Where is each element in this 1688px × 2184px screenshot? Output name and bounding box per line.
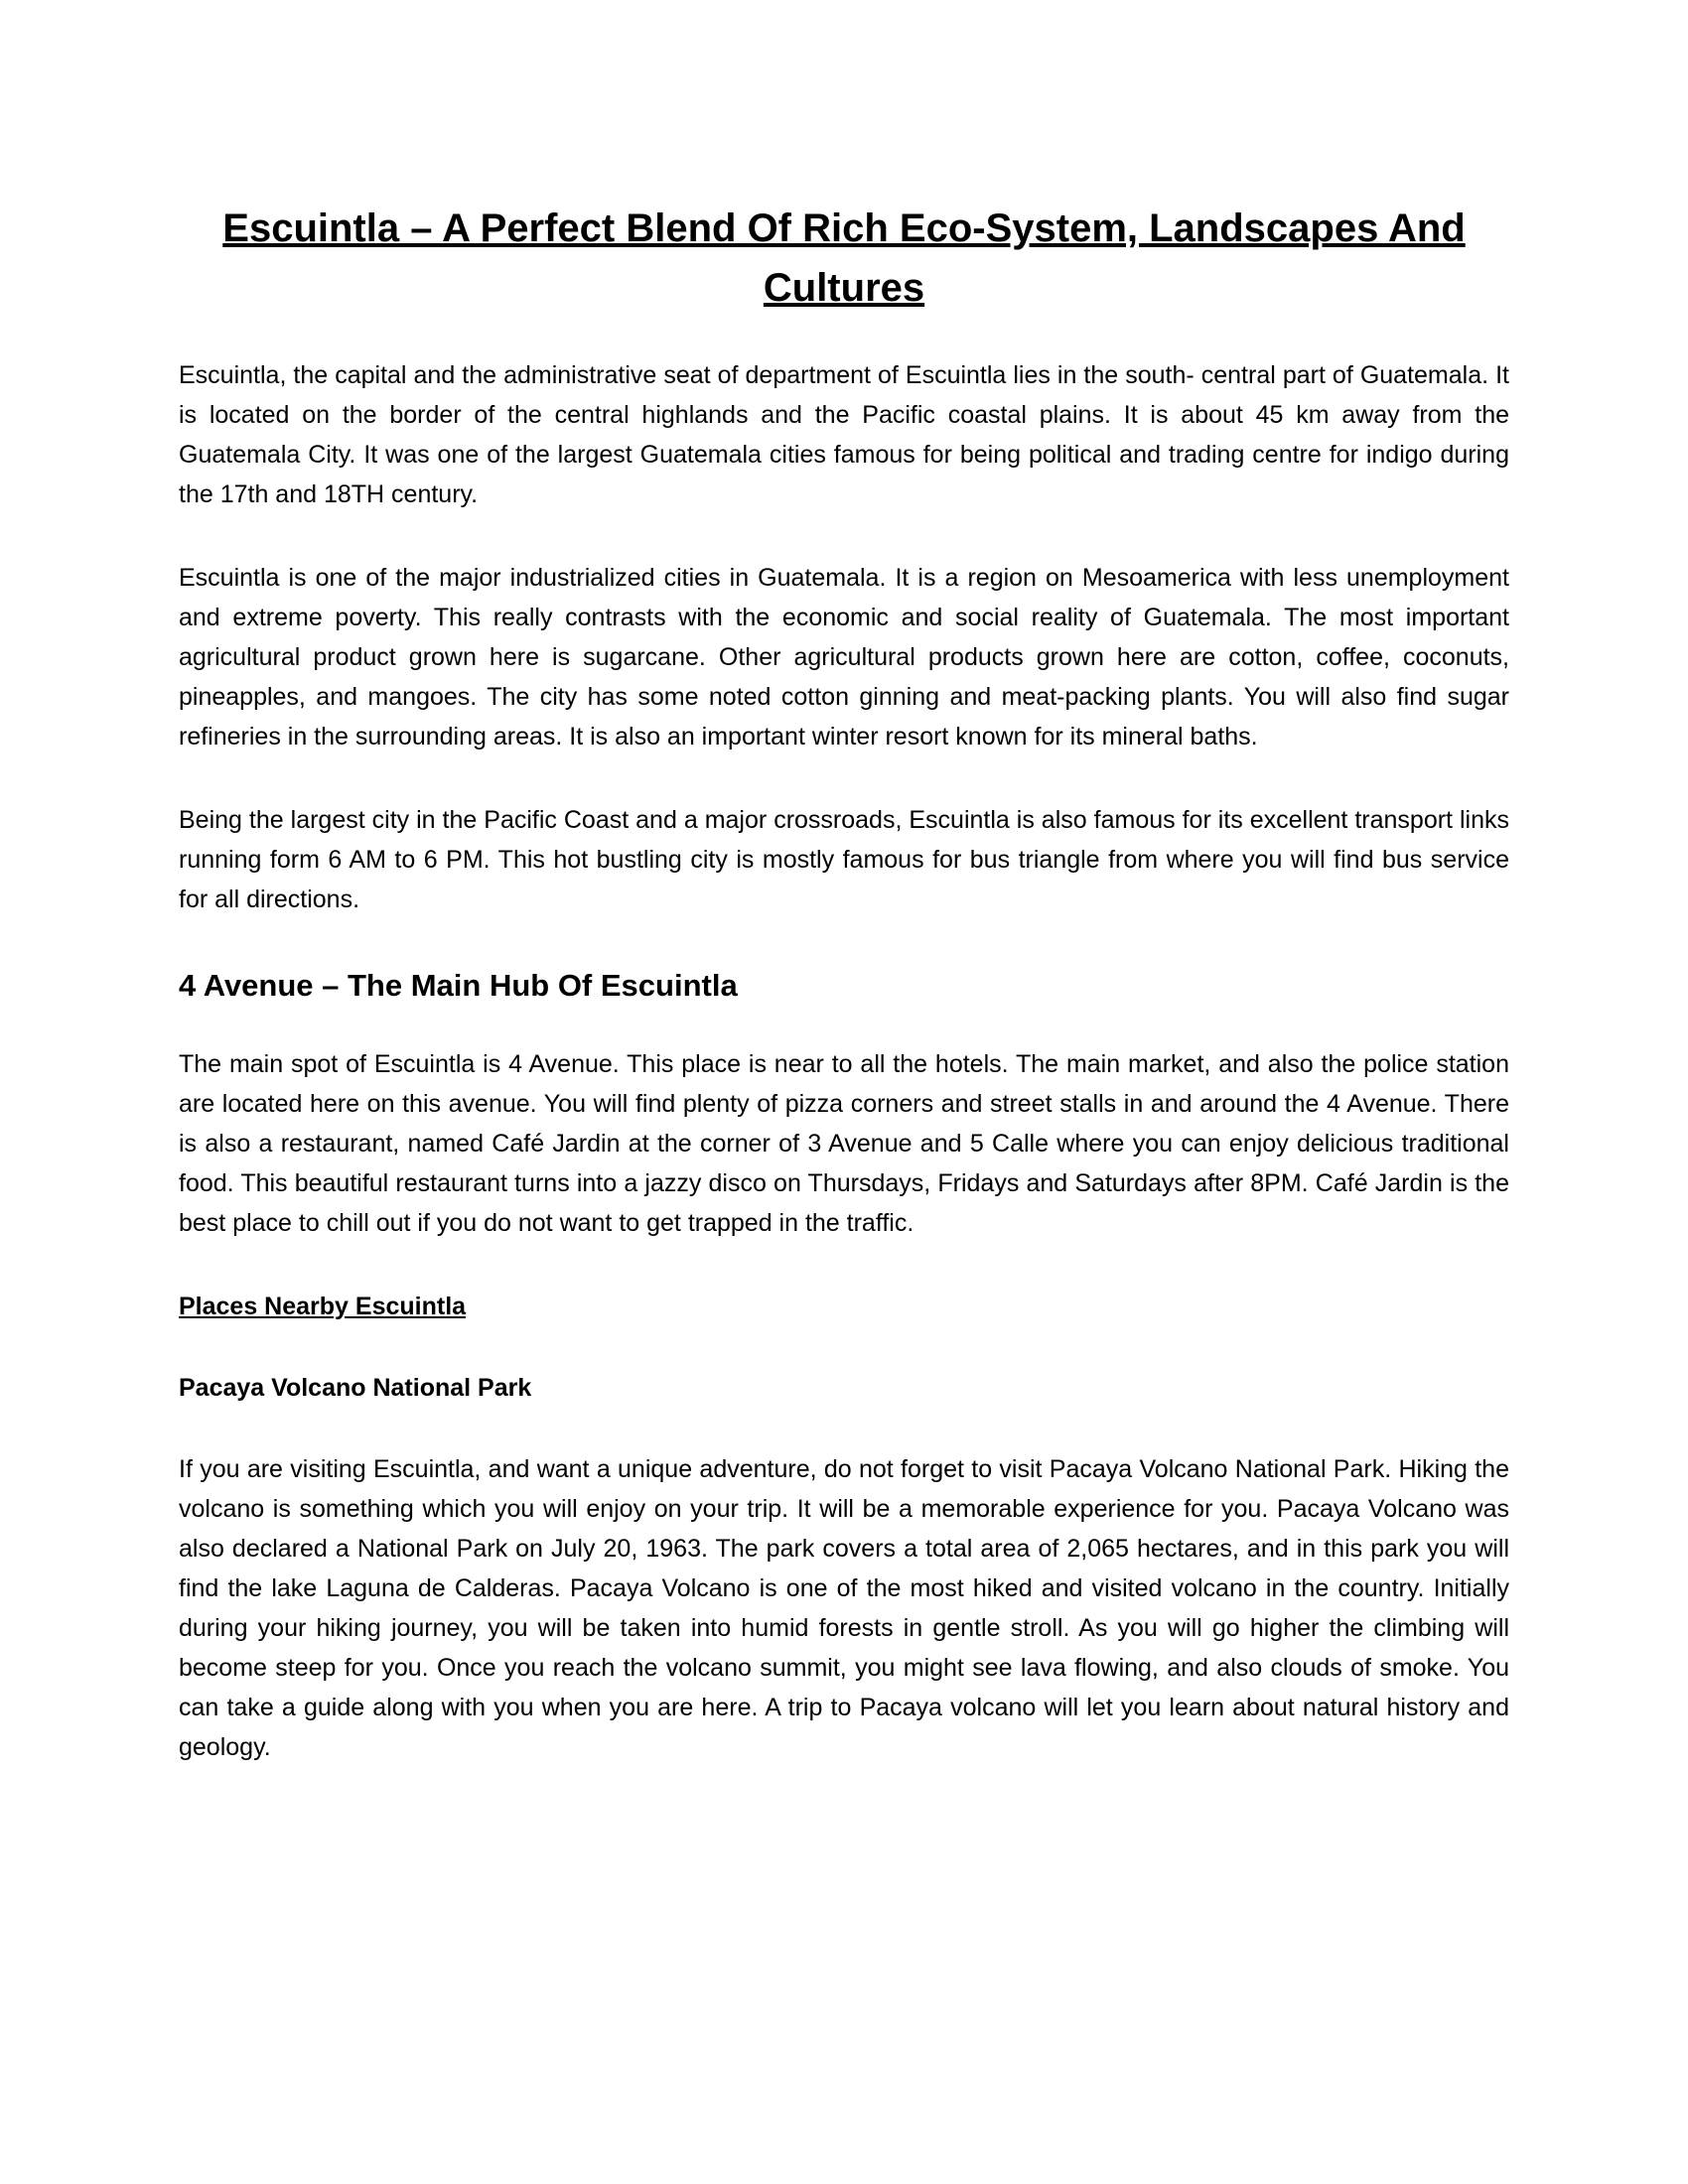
intro-paragraph-2: Escuintla is one of the major industrialized cities in Guatemala. It is a region on Mesoamerica with less unemployment and extreme poverty. This really contrasts with the economic and social reality of Guatemala. The most important agricultural product grown here is sugarcane. Other agricultural products grown here are cotton, coffee, coconuts, pineapples, and mangoes. The city has some noted cotton ginning and meat-packing plants. You will also find sugar refineries in the surrounding areas. It is also an important winter resort known for its mineral baths. bbox=[179, 564, 1509, 751]
intro-paragraph-1: Escuintla, the capital and the administrative seat of department of Escuintla lies in the south- central part of Guatemala. It is located on the border of the central highlands and the Pacific coastal plains. It is about 45 km away from the Guatemala City. It was one of the largest Guatemala cities famous for being political and trading centre for indigo during the 17th and 18TH century. bbox=[179, 361, 1509, 508]
avenue-section-paragraph: The main spot of Escuintla is 4 Avenue. This place is near to all the hotels. The main market, and also the police station are located here on this avenue. You will find plenty of pizza corners and street stalls in and around the 4 Avenue. There is also a restaurant, named Café Jardin at the corner of 3 Avenue and 5 Calle where you can enjoy delicious traditional food. This beautiful restaurant turns into a jazzy disco on Thursdays, Fridays and Saturdays after 8PM. Café Jardin is the best place to chill out if you do not want to get trapped in the traffic. bbox=[179, 1050, 1509, 1237]
avenue-section-heading: 4 Avenue – The Main Hub Of Escuintla bbox=[179, 968, 738, 1003]
nearby-section-heading: Places Nearby Escuintla bbox=[179, 1293, 467, 1320]
pacaya-subheading: Pacaya Volcano National Park bbox=[179, 1374, 532, 1402]
intro-paragraph-3: Being the largest city in the Pacific Coast and a major crossroads, Escuintla is also famous for its excellent transport links running form 6 AM to 6 PM. This hot bustling city is mostly famous for bus triangle from where you will find bus service for all directions. bbox=[179, 806, 1509, 913]
document-title: Escuintla – A Perfect Blend Of Rich Eco-System, Landscapes And Cultures bbox=[222, 206, 1466, 310]
pacaya-paragraph: If you are visiting Escuintla, and want a unique adventure, do not forget to visit Pacaya Volcano National Park. Hiking the volcano is something which you will enjoy on your trip. It will be a memorable experience for you. Pacaya Volcano was also declared a National Park on July 20, 1963. The park covers a total area of 2,065 hectares, and in this park you will find the lake Laguna de Calderas. Pacaya Volcano is one of the most hiked and visited volcano in the country. Initially during your hiking journey, you will be taken into humid forests in gentle stroll. As you will go higher the climbing will become steep for you. Once you reach the volcano summit, you might see lava flowing, and also clouds of smoke. You can take a guide along with you when you are here. A trip to Pacaya volcano will let you learn about natural history and geology. bbox=[179, 1455, 1509, 1761]
